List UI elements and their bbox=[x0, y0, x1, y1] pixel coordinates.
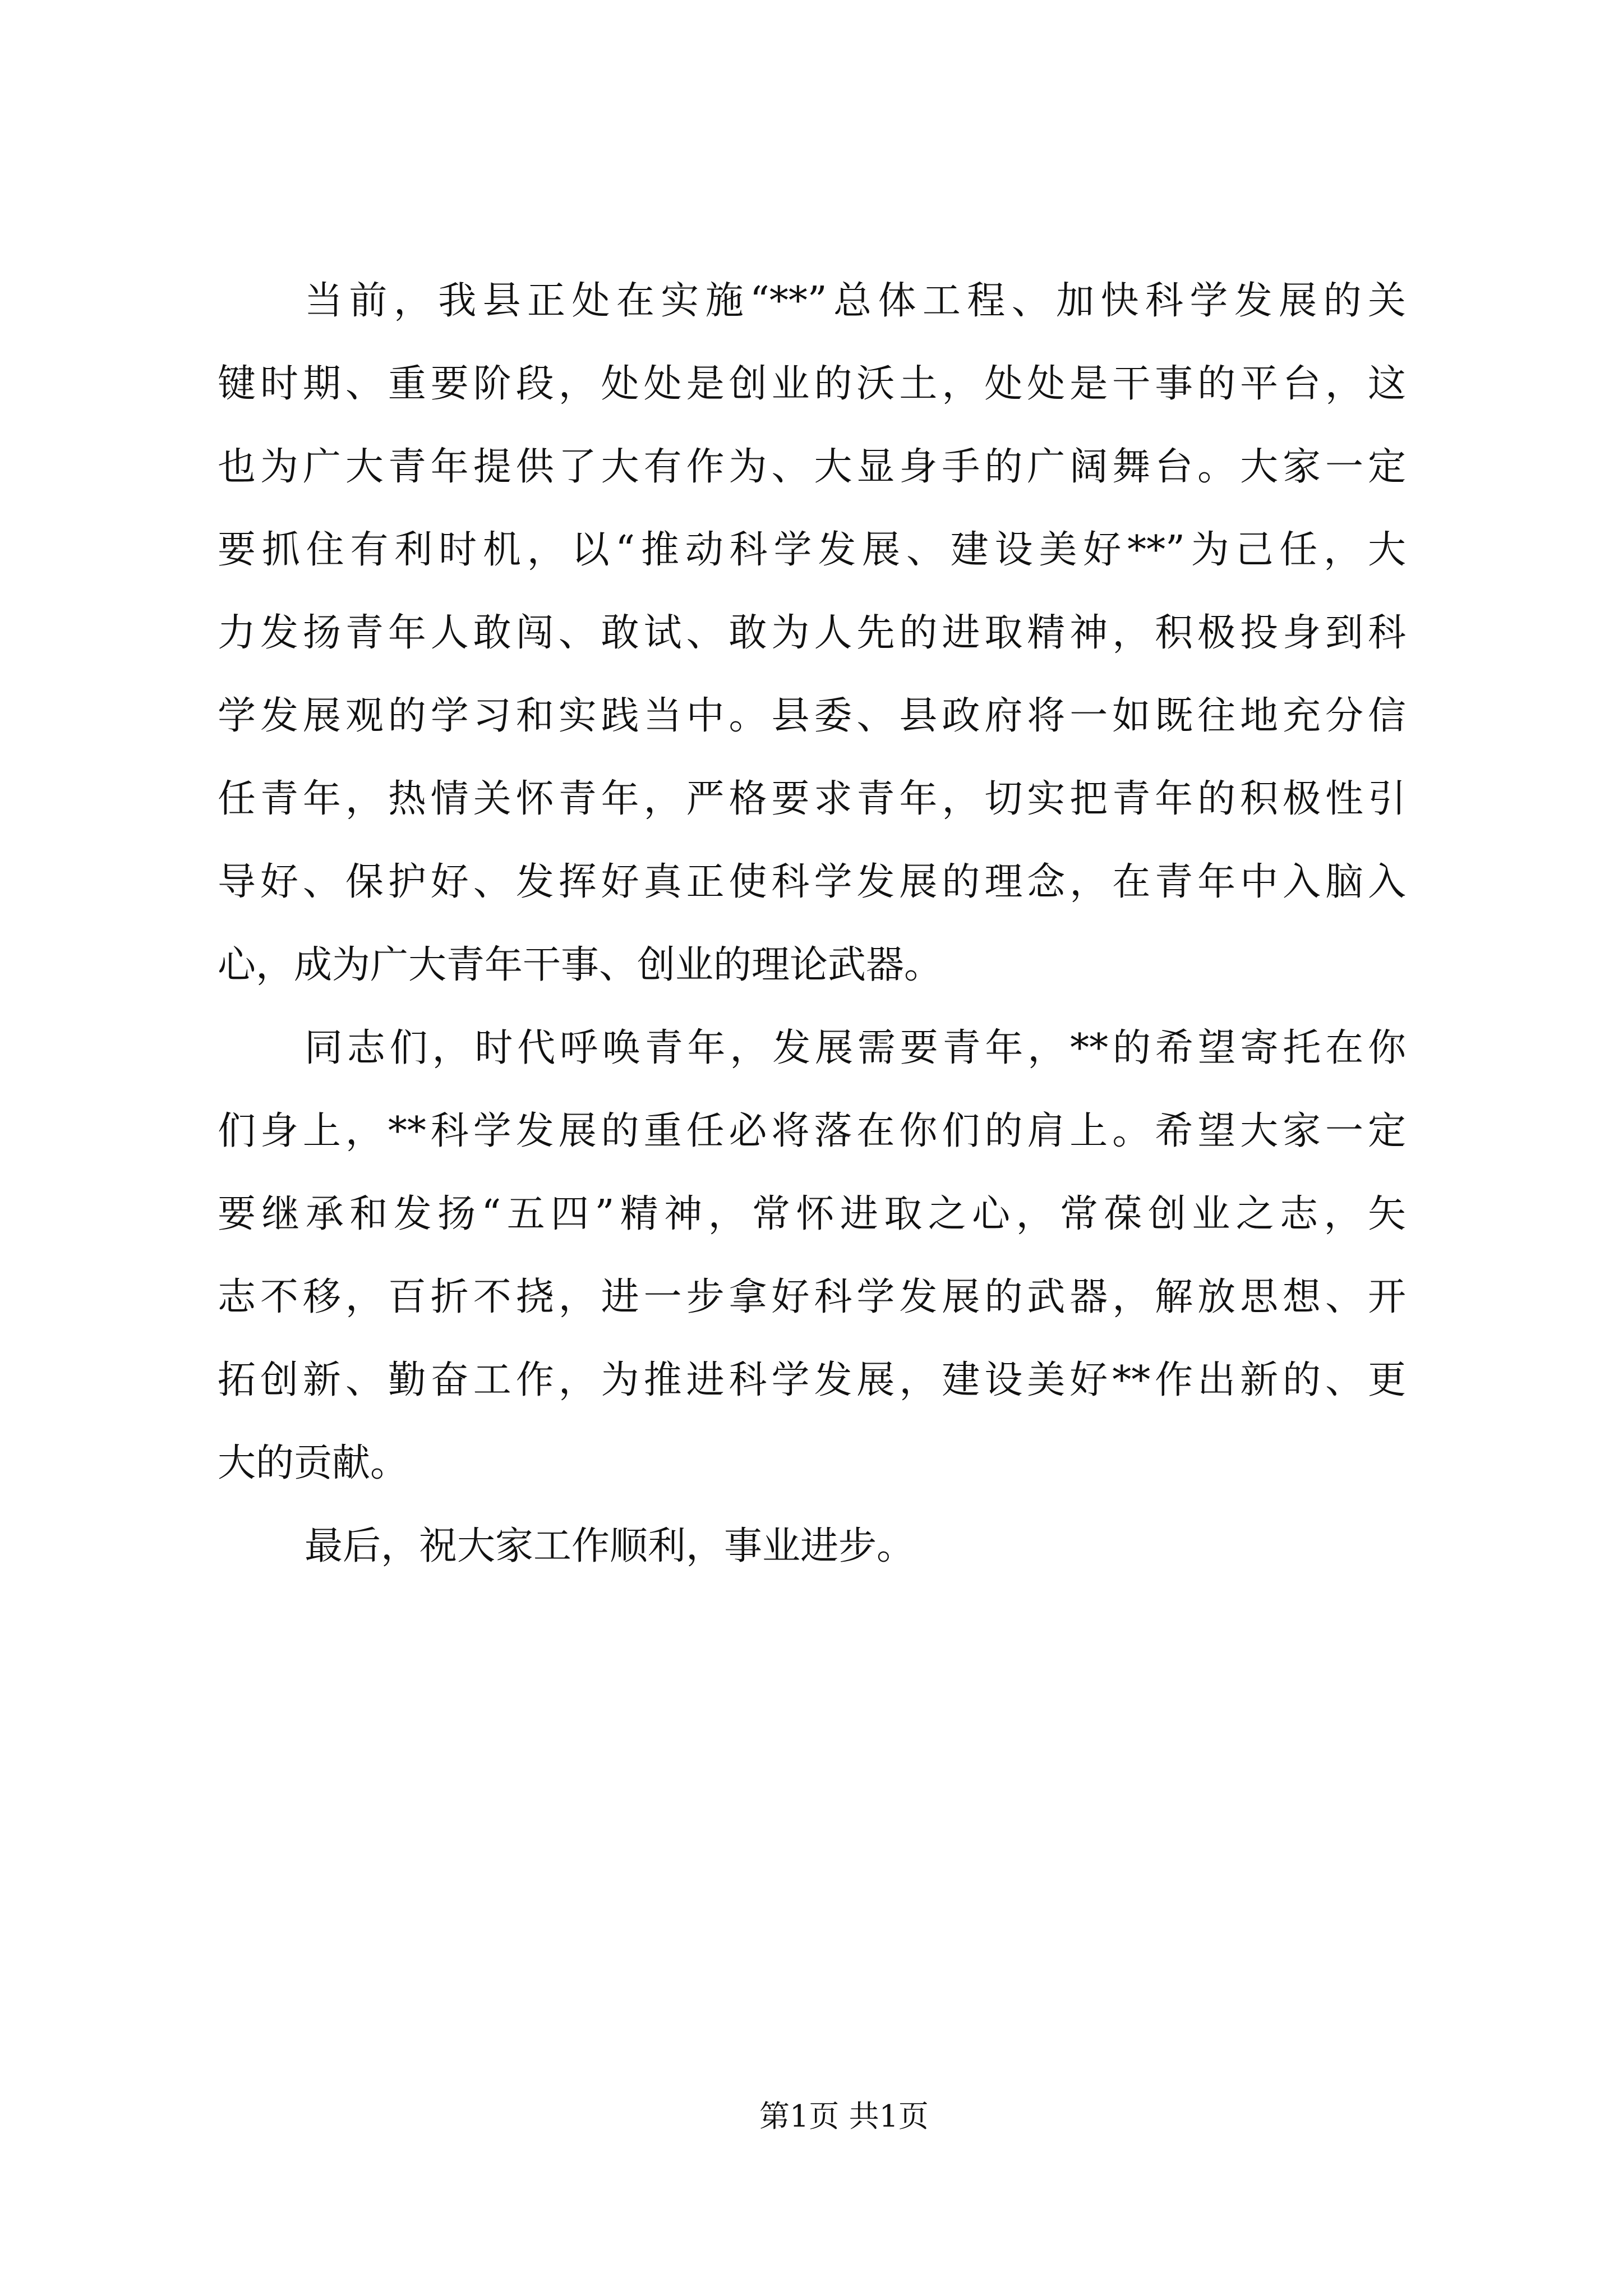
paragraph-line: 也为广大青年提供了大有作为、大显身手的广阔舞台。大家一定 bbox=[218, 445, 1406, 489]
paragraph-line: 键时期、重要阶段，处处是创业的沃土，处处是干事的平台，这 bbox=[218, 362, 1406, 406]
paragraph-line: 要继承和发扬“五四”精神，常怀进取之心，常葆创业之志，矢 bbox=[218, 1192, 1406, 1236]
paragraph bbox=[218, 1505, 1406, 1588]
paragraph-line: 同志们，时代呼唤青年，发展需要青年，**的希望寄托在你 bbox=[305, 1026, 1406, 1070]
paragraph-line: 大的贡献。 bbox=[218, 1441, 409, 1485]
paragraph-line: 当前，我县正处在实施“**”总体工程、加快科学发展的关 bbox=[305, 279, 1406, 323]
paragraph-line: 要抓住有利时机，以“推动科学发展、建设美好**”为己任，大 bbox=[218, 528, 1406, 572]
paragraph-line: 力发扬青年人敢闯、敢试、敢为人先的进取精神，积极投身到科 bbox=[218, 611, 1406, 655]
paragraph-line: 心，成为广大青年干事、创业的理论武器。 bbox=[218, 943, 943, 987]
page-footer: 第1页 共1页 bbox=[759, 2099, 929, 2134]
paragraph-line: 导好、保护好、发挥好真正使科学发展的理念，在青年中入脑入 bbox=[218, 860, 1406, 904]
paragraph-line: 们身上，**科学发展的重任必将落在你们的肩上。希望大家一定 bbox=[218, 1109, 1406, 1153]
paragraph-line: 志不移，百折不挠，进一步拿好科学发展的武器，解放思想、开 bbox=[218, 1275, 1406, 1319]
document-body bbox=[218, 260, 1406, 1588]
paragraph-line: 拓创新、勤奋工作，为推进科学发展，建设美好**作出新的、更 bbox=[218, 1358, 1406, 1402]
paragraph-line: 最后，祝大家工作顺利，事业进步。 bbox=[305, 1524, 915, 1568]
paragraph-line: 学发展观的学习和实践当中。县委、县政府将一如既往地充分信 bbox=[218, 694, 1406, 738]
paragraph bbox=[218, 260, 1406, 1007]
paragraph bbox=[218, 1007, 1406, 1505]
paragraph-line: 任青年，热情关怀青年，严格要求青年，切实把青年的积极性引 bbox=[218, 777, 1406, 821]
